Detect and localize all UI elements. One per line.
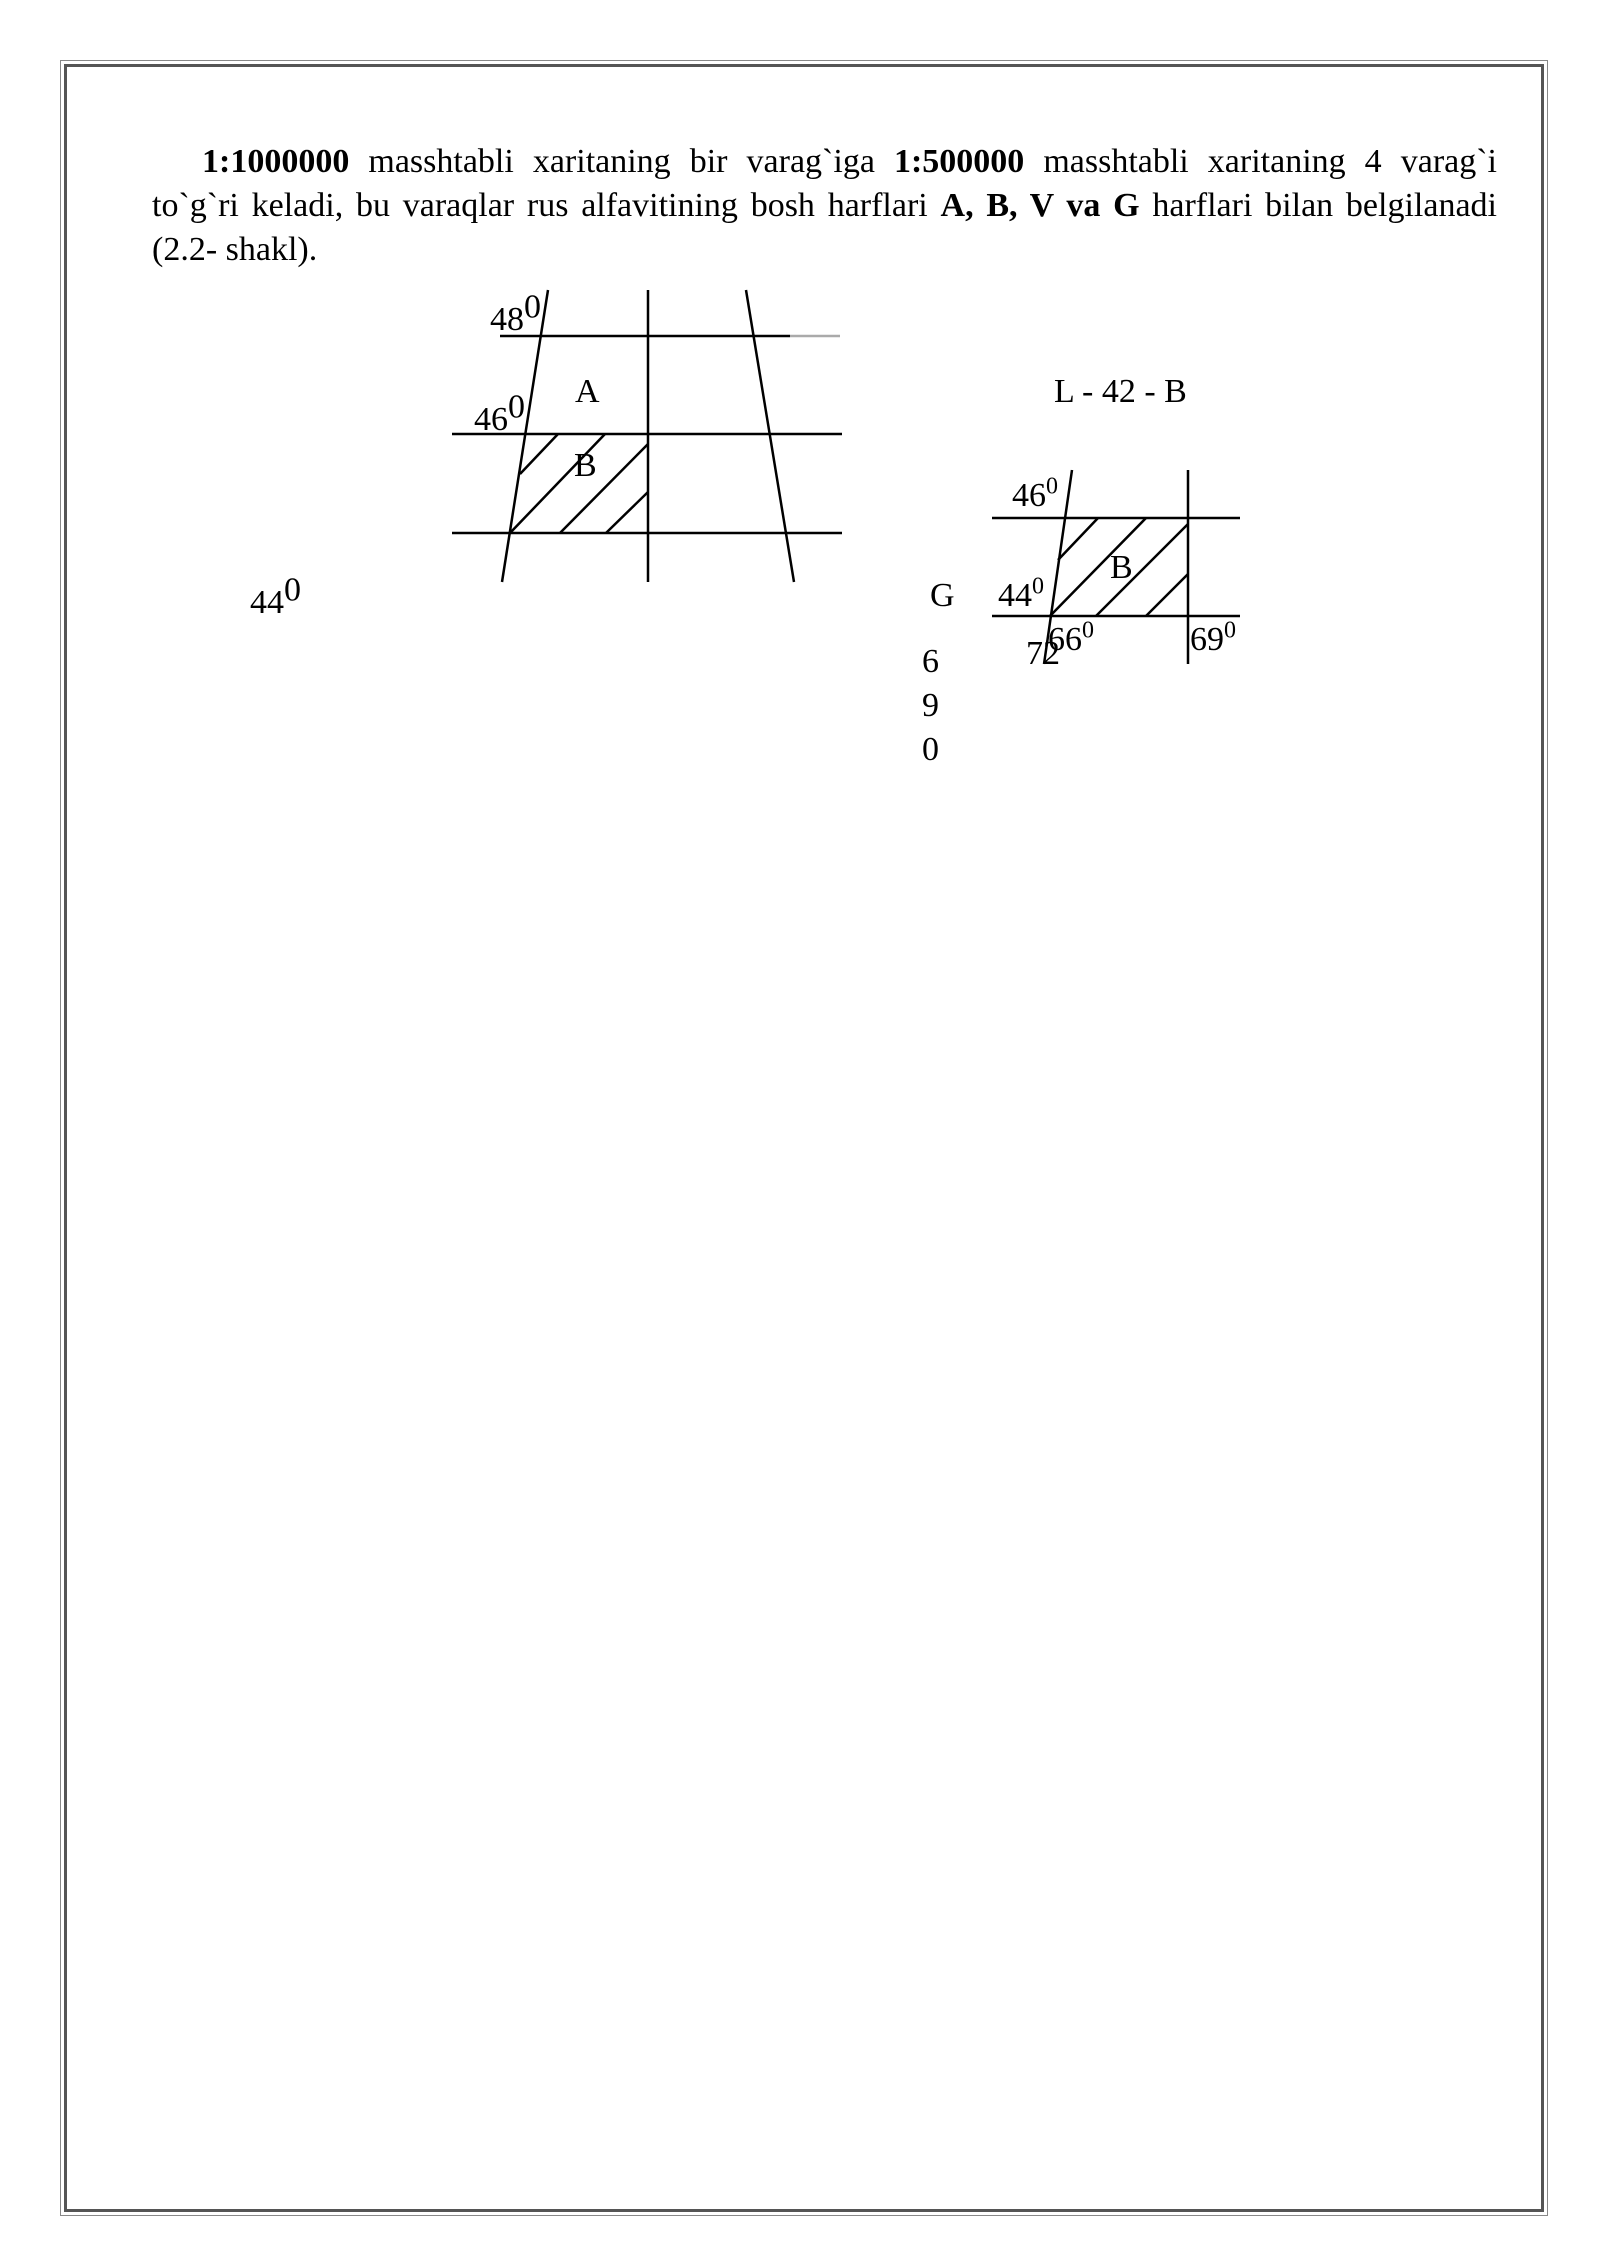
scale-500k: 1:500000 (893, 143, 1025, 180)
left-lat-48-label: 480 (490, 288, 541, 338)
left-meridian-east (746, 290, 794, 582)
left-hatch-3 (606, 492, 648, 533)
left-sheet-a-label: A (575, 373, 600, 410)
sheet-nomenclature-title: L - 42 - B (1054, 373, 1187, 410)
vertical-digit-3: 0 (922, 731, 939, 768)
left-lat-46-label: 460 (474, 388, 525, 438)
paragraph-text-3: harflari bilan belgilanadi (2.2- shakl). (152, 187, 1497, 268)
paragraph-text-2: masshtabli xaritaning 4 varag`i to`g`ri keladi, bu varaqlar rus alfavitining bosh harflari (152, 143, 1497, 224)
sheet-letters: A, B, V va G (940, 187, 1140, 224)
scale-1m: 1:1000000 (202, 143, 350, 180)
left-sheet-b-label: B (574, 447, 597, 484)
right-sheet-g-label: G (930, 577, 955, 614)
right-lon-66-label: $66^0$ (1048, 617, 1094, 658)
right-hatch-3 (1146, 574, 1188, 616)
right-lon-69-label: $69^0$ (1190, 617, 1236, 658)
paragraph-text-1: masshtabli xaritaning bir varag`iga (349, 143, 894, 180)
right-lat-46-label: $46^0$ (1012, 473, 1058, 514)
right-lat-44-label: $44^0$ (998, 573, 1044, 614)
left-hatch-4 (520, 434, 558, 474)
right-sheet-b-label: B (1110, 549, 1133, 586)
vertical-digit-1: 6 (922, 643, 939, 680)
left-lat-44-label: 440 (250, 571, 301, 621)
vertical-digit-2: 9 (922, 687, 939, 724)
right-lon-72-label: 72 (1026, 635, 1060, 672)
